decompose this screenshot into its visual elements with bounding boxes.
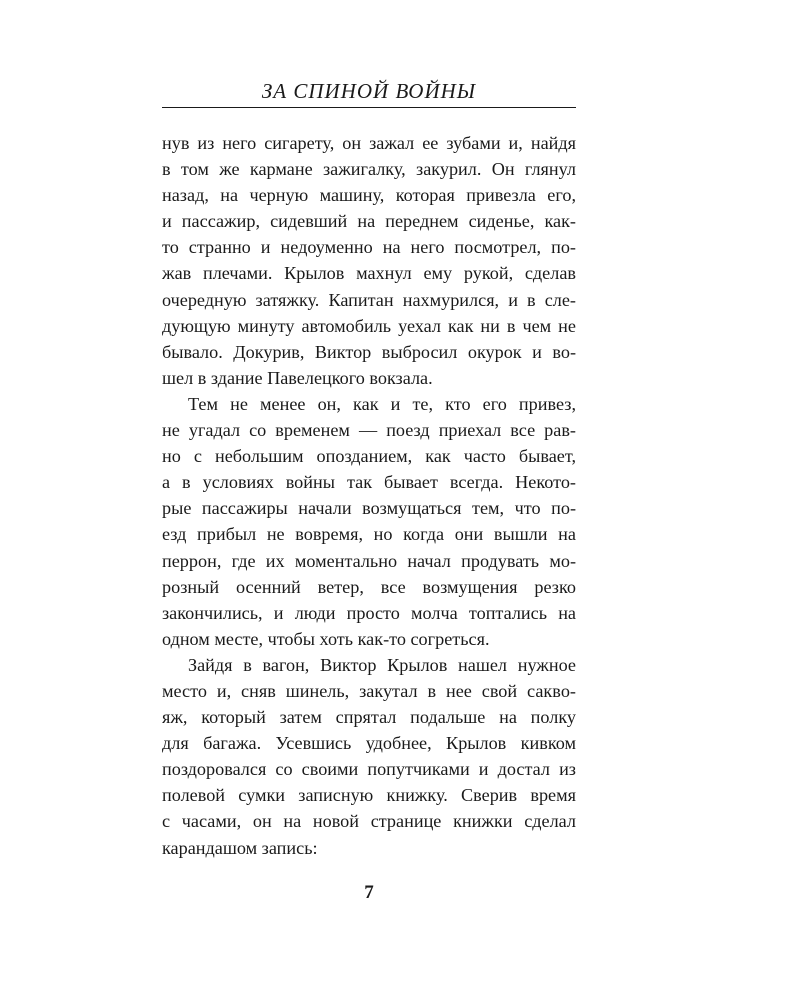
text-line: но с небольшим опозданием, как часто бывает, bbox=[162, 446, 576, 467]
text-line: шел в здание Павелецкого вокзала. bbox=[162, 367, 433, 388]
text-line: одном месте, чтобы хоть как-то согреться. bbox=[162, 628, 490, 649]
text-line: поздоровался со своими попутчиками и достал из bbox=[162, 759, 576, 780]
text-line: очередную затяжку. Капитан нахмурился, и в сле- bbox=[162, 289, 576, 310]
text-line: в том же кармане зажигалку, закурил. Он глянул bbox=[162, 159, 576, 180]
text-line: перрон, где их моментально начал продувать мо- bbox=[162, 550, 576, 571]
text-line: карандашом запись: bbox=[162, 837, 318, 858]
page-number: 7 bbox=[364, 882, 374, 903]
text-line: розный осенний ветер, все возмущения резко bbox=[162, 576, 576, 597]
text-line: полевой сумки записную книжку. Сверив время bbox=[162, 785, 576, 806]
text-line: жав плечами. Крылов махнул ему рукой, сделав bbox=[162, 263, 576, 284]
header-divider bbox=[162, 107, 576, 108]
text-line: закончились, и люди просто молча топтались на bbox=[162, 602, 576, 623]
text-line: а в условиях войны так бывает всегда. Некото- bbox=[162, 472, 576, 493]
text-line: Тем не менее он, как и те, кто его привез, bbox=[188, 393, 576, 414]
text-line: дующую минуту автомобиль уехал как ни в чем не bbox=[162, 315, 576, 336]
text-line: езд прибыл не вовремя, но когда они вышли на bbox=[162, 524, 576, 545]
text-line: и пассажир, сидевший на переднем сиденье, как- bbox=[162, 211, 576, 232]
text-line: не угадал со временем — поезд приехал все рав- bbox=[162, 420, 576, 441]
running-header: ЗА СПИНОЙ ВОЙНЫ bbox=[261, 79, 477, 103]
text-line: рые пассажиры начали возмущаться тем, что по- bbox=[162, 498, 576, 519]
text-line: яж, который затем спрятал подальше на полку bbox=[162, 707, 576, 728]
text-line: назад, на черную машину, которая привезла его, bbox=[162, 185, 576, 206]
text-line: для багажа. Усевшись удобнее, Крылов кивком bbox=[162, 733, 576, 754]
text-line: место и, сняв шинель, закутал в нее свой саквo- bbox=[162, 680, 576, 701]
text-line: нув из него сигарету, он зажал ее зубами и, найдя bbox=[162, 133, 576, 153]
text-line: Зайдя в вагон, Виктор Крылов нашел нужное bbox=[188, 654, 576, 675]
text-line: бывало. Докурив, Виктор выбросил окурок и во- bbox=[162, 341, 576, 362]
text-line: с часами, он на новой странице книжки сделал bbox=[162, 811, 576, 832]
body-text bbox=[162, 130, 576, 861]
text-line: то странно и недоуменно на него посмотрел, по- bbox=[162, 237, 576, 258]
